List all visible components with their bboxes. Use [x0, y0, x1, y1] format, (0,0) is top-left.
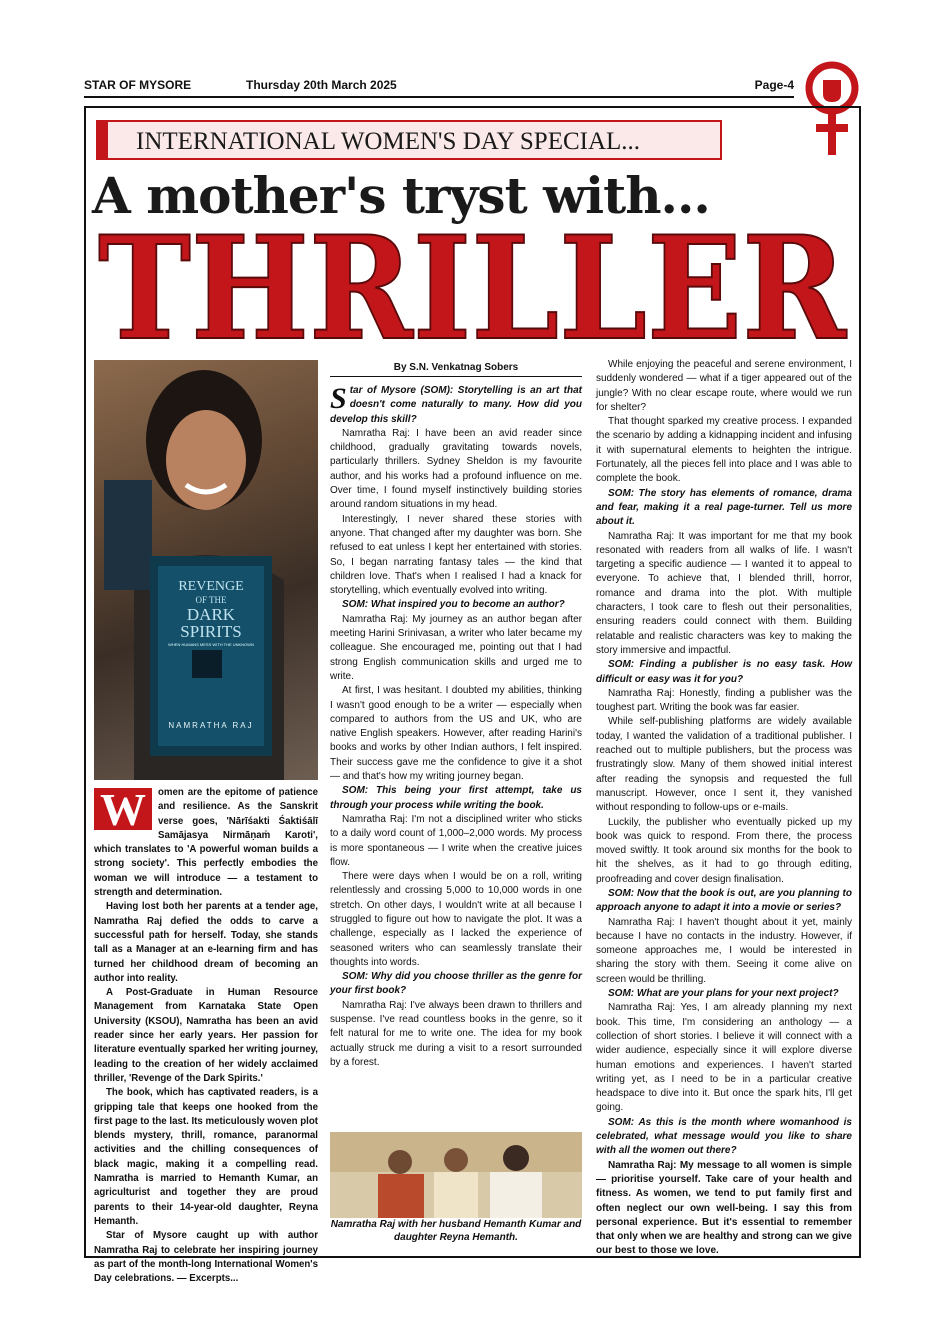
section-banner — [96, 120, 722, 160]
question: SOM: Finding a publisher is no easy task. How difficult or easy was it for you? — [596, 659, 852, 685]
book-tagline: WHEN HUMANS MESS WITH THE UNKNOWN — [168, 642, 254, 647]
answer: Interestingly, I never shared these stories with anyone. That changed after my daughter was born. She refused to eat unless I kept her entertained with stories. So, I began narrating fantasy tales — the kind that children love. That's when I realised I had a knack for storytelling, which eventually evolved into writing. — [330, 513, 582, 597]
author-photo — [94, 360, 318, 780]
question: Star of Mysore (SOM): Storytelling is an art that doesn't come naturally to many. How did you develop this skill? — [330, 382, 582, 425]
headline-thriller — [92, 222, 852, 350]
intro-dropcap: W — [94, 788, 152, 830]
intro-paragraph: Star of Mysore caught up with author Namratha Raj to celebrate her inspiring journey as part of the month-long International Women's Day celebrations. — Excerpts... — [94, 1230, 318, 1285]
family-photo — [330, 1132, 582, 1218]
answer: Namratha Raj: I'm not a disciplined writer who sticks to a daily word count of 1,000–2,000 words. My process is more spontaneous — I write when the creative juices flow. — [330, 813, 582, 868]
interview-column-2 — [330, 384, 582, 1070]
byline: By S.N. Venkatnag Sobers — [330, 362, 582, 377]
answer: Namratha Raj: It was important for me that my book resonated with readers from all walks of life. I wasn't targeting a specific audience — I wanted it to appeal to everyone. To achieve that, I blended thrill, horror, romance and drama into the plot. With multiple characters, I took care to flesh out their personalities, ensuring readers could connect with them. Building relatable and realistic characters was key to making the story immersive and impactful. — [596, 530, 852, 656]
answer: While self-publishing platforms are widely available today, I wanted the validation of a traditional publisher. I reached out to multiple publishers, but the process was frustratingly slow. Many of them showed initial interest after reading the synopsis and requested the full manuscript. However, once I sent it, they vanished without responding to follow-ups or e-mails. — [596, 716, 852, 814]
book-title-1: REVENGE — [178, 579, 244, 594]
answer: Namratha Raj: Honestly, finding a publisher was the toughest part. Writing the book was far easier. — [596, 687, 852, 714]
publication-date: Thursday 20th March 2025 — [246, 78, 397, 92]
answer: Namratha Raj: My message to all women is simple — prioritise yourself. Take care of your health and fitness. As women, we tend to put family first and often neglect our own well-being. I say this from personal experience. But it's essential to remember that only when we are healthy and strong can we give our best to those we love. — [596, 1159, 852, 1257]
question: SOM: As this is the month where womanhood is celebrated, what message would you like to share with all the women out there? — [596, 1116, 852, 1157]
banner-text: INTERNATIONAL WOMEN'S DAY SPECIAL... — [136, 128, 641, 155]
answer: Luckily, the publisher who eventually picked up my book was quick to respond. From there, the process moved swiftly. It took around six months for the book to hit the shelves, as it had to go through editing, proofreading and cover design finalisation. — [596, 816, 852, 885]
headline-line1: A mother's tryst with... — [92, 166, 710, 225]
interview-dropcap: S — [330, 382, 347, 415]
answer: Namratha Raj: My journey as an author began after meeting Harini Srinivasan, a writer who later became my colleague. She encouraged me, pointing out that I had strong English communication skills and urged me to write. — [330, 613, 582, 682]
intro-paragraph: omen are the epitome of patience and resilience. As the Sanskrit verse goes, 'Nārīśakti Śaktiśālī Samājasya Nirmāṇaṁ Karoti', which translates to 'A powerful woman builds a strong society'. This perfectly embodies the woman we will introduce — a testament to strength and determination. — [94, 787, 318, 899]
answer: At first, I was hesitant. I doubted my abilities, thinking I wasn't good enough to be a writer — especially when compared to authors from the US and UK, who are native English speakers. However, after reading Harini's books and works by other Indian authors, I felt inspired. Their success gave me the confidence to give it a shot — and that's how my writing journey began. — [330, 685, 582, 783]
question: SOM: Now that the book is out, are you planning to approach anyone to adapt it into a movie or series? — [596, 887, 852, 914]
page-number: Page-4 — [754, 78, 794, 92]
book-title-3: DARK — [186, 605, 236, 624]
answer: There were days when I would be on a roll, writing relentlessly and crossing 5,000 to 10,000 words in one stretch. On other days, I wouldn't write at all because I struggled to figure out how to navigate the plot. It was a challenge, especially as I lacked the experience of seasoned writers who can seamlessly translate their thoughts into words. — [330, 871, 582, 968]
intro-column — [94, 786, 318, 1286]
interview-column-3 — [596, 358, 852, 1259]
intro-paragraph: Having lost both her parents at a tender age, Namratha Raj defied the odds to carve a successful path for herself. Today, she stands tall as a Manager at an e-learning firm and has turned her childhood dream of becoming an author into reality. — [94, 901, 318, 984]
publication-name: STAR OF MYSORE — [84, 78, 192, 92]
intro-paragraph: A Post-Graduate in Human Resource Management from Karnataka State Open University (KSOU), Namratha has been an avid reader since her early years. Her passion for literature eventually sparked her writing journey, leading to the creation of her widely acclaimed thriller, 'Revenge of the Dark Spirits.' — [94, 987, 318, 1084]
answer: While enjoying the peaceful and serene environment, I suddenly wondered — what if a tiger appeared out of the jungle? With no clear escape route, where would we run for shelter? — [596, 359, 852, 413]
answer: Namratha Raj: Yes, I am already planning my next book. This time, I'm considering an anthology — a collection of short stories. I believe it will connect with a wider audience, especially since it will explore diverse human emotions and experiences. I haven't started writing yet, as I need to be in a particular creative headspace to dive into it. But once the spark hits, I'll get going. — [596, 1002, 852, 1114]
intro-paragraph: The book, which has captivated readers, is a gripping tale that keeps one hooked from the first page to the last. Its meticulously woven plot blends mystery, thrill, romance, paranormal activities and the chilling consequences of black magic, making it a compelling read. Namratha is married to Hemanth Kumar, an agriculturist and together they are proud parents to their 14-year-old daughter, Reyna Hemanth. — [94, 1087, 318, 1227]
banner-flag — [96, 120, 108, 160]
answer: Namratha Raj: I have been an avid reader since childhood, gradually gravitating towards novels, particularly thrillers. Sydney Sheldon is my favourite author, and his works had a profound influence on me. Over time, I found myself instinctively building stories around random situations in my head. — [330, 427, 582, 511]
question: SOM: What are your plans for your next project? — [608, 988, 839, 1000]
question: SOM: The story has elements of romance, drama and fear, making it a real page-turner. Tell us more about it. — [596, 487, 852, 528]
question: SOM: What inspired you to become an author? — [342, 599, 565, 611]
headline-line2: THRILLER — [98, 222, 847, 350]
answer: Namratha Raj: I haven't thought about it yet, mainly because I have no contacts in the industry. However, if someone approaches me, I would be interested in sharing the story with them. Seeing it come alive on screen would be thrilling. — [596, 916, 852, 985]
question: SOM: Why did you choose thriller as the genre for your first book? — [330, 971, 582, 997]
question: SOM: This being your first attempt, take us through your process while writing the book. — [330, 785, 582, 811]
masthead — [84, 78, 794, 94]
book-title-4: SPIRITS — [180, 622, 242, 641]
answer: Namratha Raj: I've always been drawn to thrillers and suspense. I've read countless books in the genre, so it felt natural for me to write one. The idea for my book actually struck me during a visit to a resort surrounded by a forest. — [330, 999, 582, 1068]
answer: That thought sparked my creative process. I expanded the scenario by adding a kidnapping incident and infusing it with supernatural elements to heighten the intrigue. Fortunately, all the pieces fell into place and I was able to complete the book. — [596, 416, 852, 485]
book-author: NAMRATHA RAJ — [168, 721, 254, 730]
masthead-rule — [84, 96, 794, 98]
photo-caption: Namratha Raj with her husband Hemanth Kumar and daughter Reyna Hemanth. — [330, 1219, 582, 1243]
book-title-2: OF THE — [195, 595, 227, 605]
